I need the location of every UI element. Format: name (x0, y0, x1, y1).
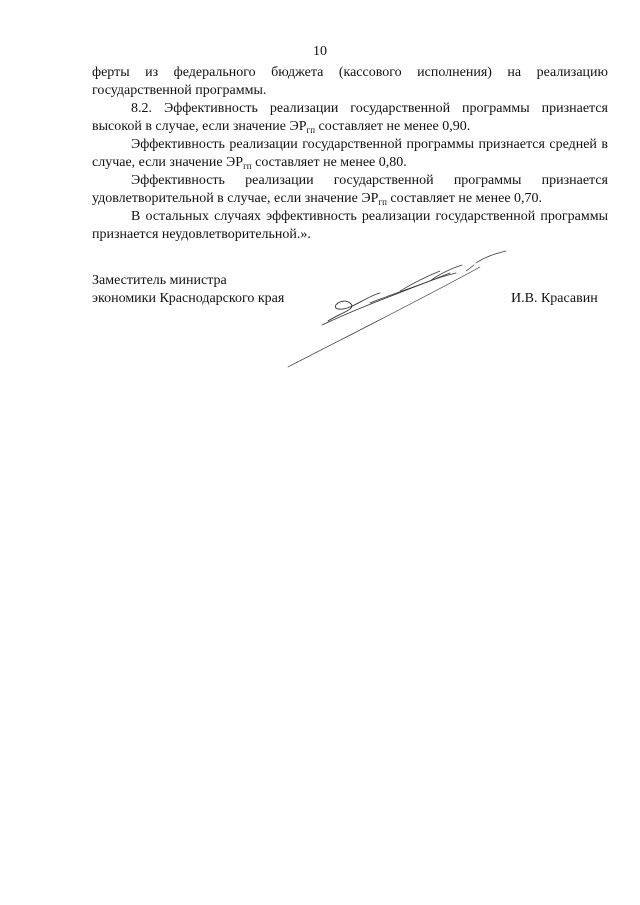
paragraph-text: составляет не менее 0,70. (386, 191, 543, 206)
signature-stroke (400, 265, 462, 291)
signature-stroke (288, 267, 480, 367)
subscript-gp: гп (306, 125, 316, 135)
paragraph-medium-efficiency (92, 136, 608, 172)
paragraph-text: Эффективность реализации государственной программы признается средней в случае, если значение ЭР (92, 137, 608, 170)
paragraph-continuation: ферты из федерального бюджета (кассового исполнения) на реализацию государственной программы. (92, 65, 608, 98)
signer-position-line2: экономики Краснодарского края (92, 291, 285, 306)
signature-stroke (466, 251, 506, 271)
paragraph-text: составляет не менее 0,80. (251, 155, 407, 170)
page-number: 10 (313, 44, 327, 59)
signature-stroke (370, 273, 456, 303)
paragraph-satisfactory-efficiency (92, 172, 608, 208)
signature-stroke (328, 293, 380, 321)
handwritten-signature (280, 245, 530, 375)
signer-position (92, 272, 284, 308)
paragraph-high-efficiency (92, 100, 608, 136)
signer-position-line1: Заместитель министра (92, 273, 227, 288)
subscript-gp: гп (378, 197, 387, 207)
signer-name: И.В. Красавин (511, 291, 598, 306)
paragraph-unsatisfactory-efficiency: В остальных случаях эффективность реализации государственной программы признается неудовлетворительной.». (92, 209, 608, 242)
paragraph-text: 8.2. Эффективность реализации государственной программы признается высокой в случае, если значение ЭР (92, 101, 608, 134)
paragraph-text: Эффективность реализации государственной программы признается удовлетворительной в случае, если значение ЭР (92, 173, 608, 206)
subscript-gp: гп (243, 161, 252, 171)
paragraph-text: составляет не менее 0,90. (315, 119, 471, 134)
document-body (92, 64, 608, 244)
